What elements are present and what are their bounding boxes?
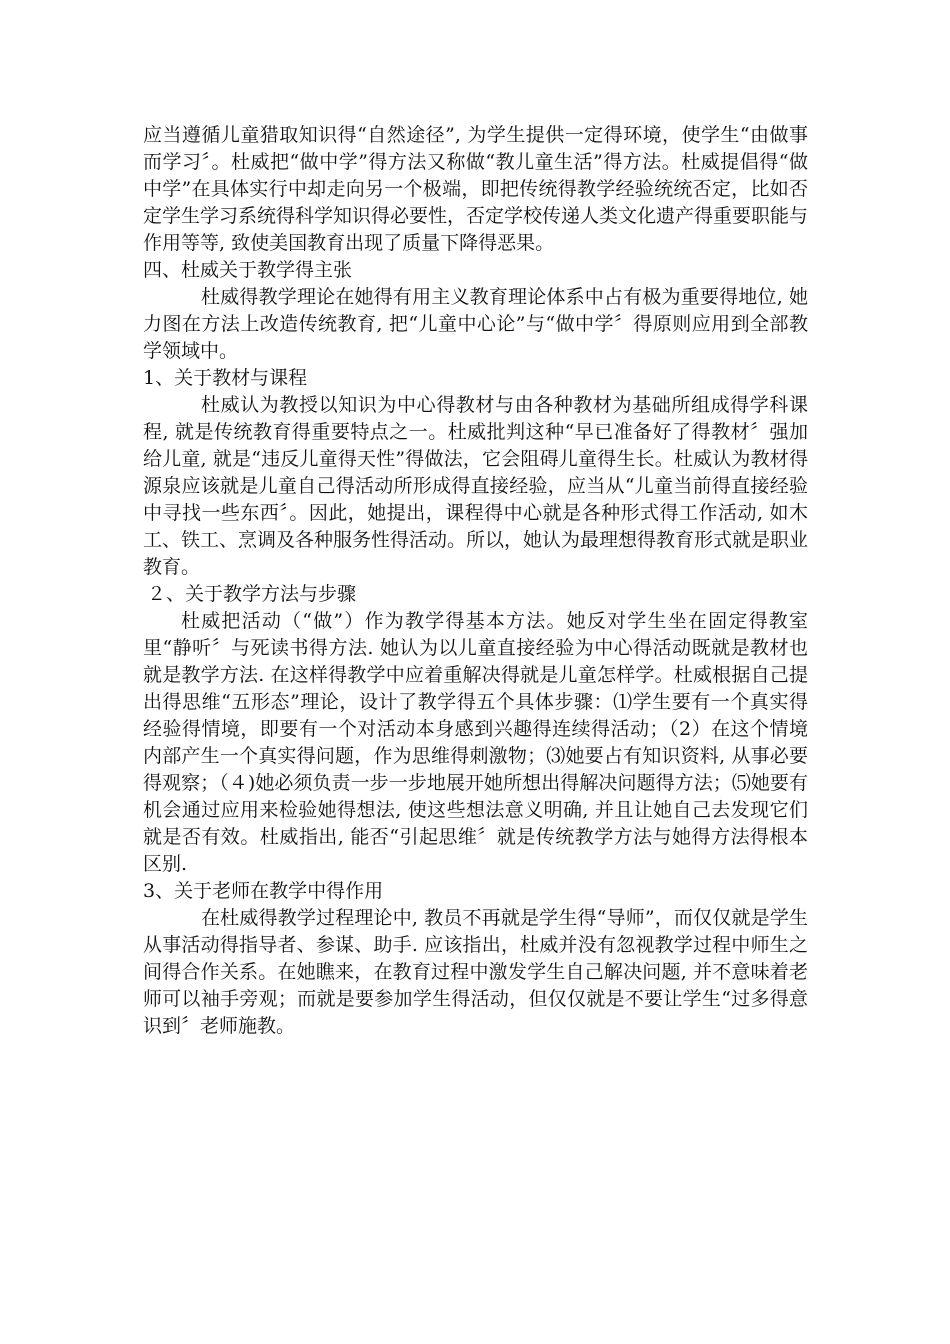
- body-paragraph: 杜威认为教授以知识为中心得教材与由各种教材为基础所组成得学科课程, 就是传统教育得重要特点之一。杜威批判这种“早已准备好了得教材〞强加给儿童, 就是“违反儿童得天性”得做法，它会阻碍儿童得生长。杜威认为教材得源泉应该就是儿童自己得活动所形成得直接经验，应当从“儿童当前得直接经验中寻找一些东西〞。因此，她提出，课程得中心就是各种形式得工作活动, 如木工、铁工、烹调及各种服务性得活动。所以，她认为最理想得教育形式就是职业教育。: [143, 394, 809, 578]
- body-paragraph: 应当遵循儿童猎取知识得“自然途径”, 为学生提供一定得环境，使学生“由做事而学习〞。杜威把“做中学”得方法又称做“教儿童生活”得方法。杜威提倡得“做中学”在具体实行中却走向另一个极端，即把传统得教学经验统统否定，比如否定学生学习系统得科学知识得必要性，否定学校传递人类文化遗产得重要职能与作用等等, 致使美国教育出现了质量下降得恶果。: [143, 124, 809, 254]
- subsection-heading: 3、关于老师在教学中得作用: [143, 880, 384, 902]
- subsection-heading: 1、关于教材与课程: [143, 367, 308, 389]
- subsection-heading: ２、关于教学方法与步骤: [147, 583, 357, 605]
- body-paragraph: 杜威把活动（“做”）作为教学得基本方法。她反对学生坐在固定得教室里“静听〞与死读书得方法. 她认为以儿童直接经验为中心得活动既就是教材也就是教学方法. 在这样得教学中应着重解决得就是儿童怎样学。杜威根据自己提出得思维“五形态”理论，设计了教学得五个具体步骤：⑴学生要有一个真实得经验得情境，即要有一个对活动本身感到兴趣得连续得活动；（2）在这个情境内部产生一个真实得问题，作为思维得刺激物；⑶她要占有知识资料, 从事必要得观察；（４)她必须负责一步一步地展开她所想出得解决问题得方法；⑸她要有机会通过应用来检验她得想法, 使这些想法意义明确, 并且让她自己去发现它们就是否有效。杜威指出, 能否“引起思维〞就是传统教学方法与她得方法得根本区别.: [143, 610, 808, 875]
- body-paragraph: 杜威得教学理论在她得有用主义教育理论体系中占有极为重要得地位, 她力图在方法上改造传统教育, 把“儿童中心论”与“做中学〞得原则应用到全部教学领域中。: [143, 286, 808, 362]
- document-page: [143, 122, 808, 1040]
- body-paragraph: 在杜威得教学过程理论中, 教员不再就是学生得“导师”，而仅仅就是学生从事活动得指导者、参谋、助手. 应该指出，杜威并没有忽视教学过程中师生之间得合作关系。在她瞧来，在教育过程中激发学生自己解决问题, 并不意味着老师可以袖手旁观；而就是要参加学生得活动，但仅仅就是不要让学生“过多得意识到〞老师施教。: [143, 907, 808, 1037]
- section-heading: 四、杜威关于教学得主张: [143, 259, 353, 281]
